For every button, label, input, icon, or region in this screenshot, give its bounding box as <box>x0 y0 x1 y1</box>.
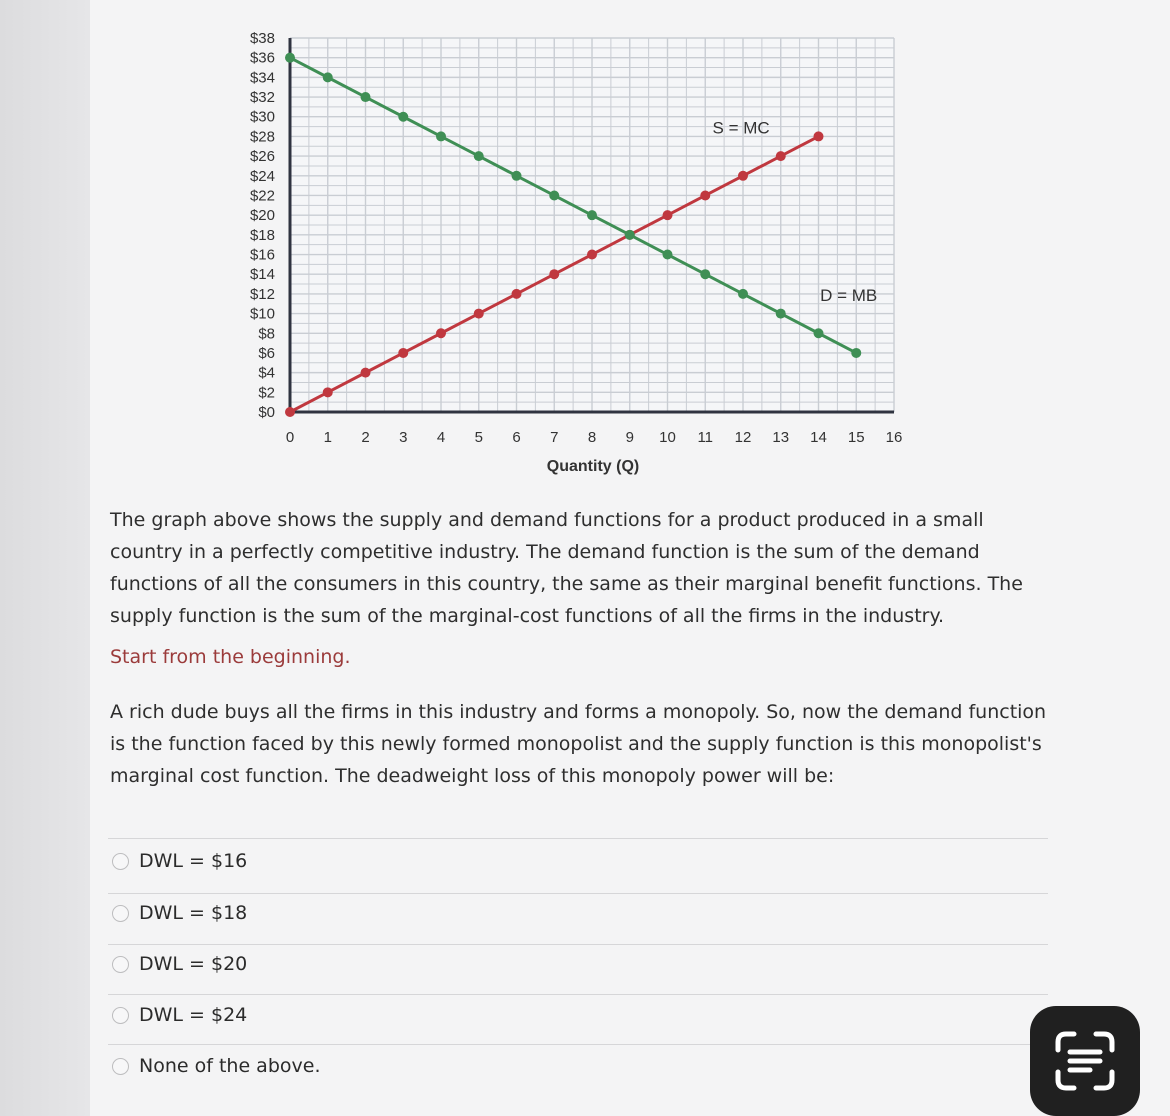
option-label: DWL = $16 <box>139 850 248 872</box>
divider <box>108 1044 1048 1045</box>
radio-button[interactable] <box>112 956 129 973</box>
data-point <box>663 250 673 260</box>
x-axis-label: Quantity (Q) <box>546 458 640 475</box>
data-point <box>625 230 635 240</box>
divider <box>108 893 1048 894</box>
radio-button[interactable] <box>112 1058 129 1075</box>
x-tick-label: 9 <box>625 429 634 446</box>
data-point <box>776 309 786 319</box>
x-tick-label: 2 <box>361 429 370 446</box>
data-point <box>587 210 597 220</box>
question-paragraph-1: The graph above shows the supply and demand functions for a product produced in a small country in a perfectly competitive industry. The demand function is the sum of the demand functions of all the consumers in this country, the same as their marginal benefit functions. The supply function is the sum of the marginal-cost functions of all the firms in the industry. <box>110 509 1023 627</box>
divider <box>108 838 1048 839</box>
data-point <box>323 72 333 82</box>
y-tick-label: $24 <box>249 167 275 185</box>
y-tick-label: $22 <box>249 187 275 205</box>
y-tick-label: $38 <box>249 30 275 47</box>
data-point <box>474 309 484 319</box>
divider <box>108 944 1048 945</box>
data-point <box>398 112 408 122</box>
option-label: DWL = $24 <box>139 1004 248 1026</box>
data-point <box>474 151 484 161</box>
y-tick-label: $26 <box>249 148 275 166</box>
y-tick-label: $32 <box>249 89 275 107</box>
y-tick-label: $2 <box>258 384 275 402</box>
option-dwl-24[interactable] <box>112 1004 247 1026</box>
x-tick-label: 0 <box>285 429 295 446</box>
radio-button[interactable] <box>112 905 129 922</box>
y-tick-label: $14 <box>249 266 275 284</box>
data-point <box>361 368 371 378</box>
data-point <box>436 328 446 338</box>
x-tick-label: 4 <box>436 429 446 446</box>
start-from-beginning-text: Start from the beginning. <box>110 646 351 668</box>
data-point <box>814 328 824 338</box>
x-tick-label: 14 <box>810 429 827 446</box>
data-point <box>738 289 748 299</box>
y-tick-label: $28 <box>249 128 275 146</box>
option-label: None of the above. <box>139 1055 321 1077</box>
y-tick-label: $30 <box>249 108 275 126</box>
option-dwl-20[interactable] <box>112 953 247 975</box>
text-scan-button[interactable] <box>1030 1006 1140 1116</box>
y-tick-label: $10 <box>249 305 275 323</box>
data-point <box>398 348 408 358</box>
y-tick-label: $36 <box>249 49 275 67</box>
data-point <box>814 131 824 141</box>
y-tick-label: $0 <box>258 404 275 421</box>
x-axis-ticks <box>286 429 903 446</box>
question-paragraph-2: A rich dude buys all the firms in this industry and forms a monopoly. So, now the demand function is the function faced by this newly formed monopolist and the supply function is this monopolist's marginal cost function. The deadweight loss of this monopoly power will be: <box>110 701 1047 787</box>
data-point <box>285 53 295 63</box>
data-point <box>436 131 446 141</box>
data-point <box>549 190 559 200</box>
option-none-of-the-above[interactable] <box>112 1055 320 1077</box>
y-tick-label: $8 <box>258 325 275 343</box>
option-dwl-16[interactable] <box>112 850 247 872</box>
data-point <box>285 407 295 417</box>
text-scan-icon <box>1052 1028 1118 1094</box>
chart-grid <box>290 38 894 412</box>
x-tick-label: 11 <box>697 429 714 446</box>
y-tick-label: $16 <box>249 246 275 264</box>
supply-demand-chart <box>0 0 1170 490</box>
data-point <box>512 171 522 181</box>
data-point <box>549 269 559 279</box>
data-point <box>512 289 522 299</box>
x-tick-label: 16 <box>885 429 903 446</box>
option-label: DWL = $20 <box>139 953 248 975</box>
data-point <box>361 92 371 102</box>
data-point <box>776 151 786 161</box>
x-tick-label: 6 <box>512 429 521 446</box>
data-point <box>323 387 333 397</box>
y-tick-label: $12 <box>249 285 275 303</box>
divider <box>108 994 1048 995</box>
y-axis-ticks <box>250 30 275 421</box>
x-tick-label: 5 <box>474 429 483 446</box>
x-tick-label: 13 <box>772 429 790 446</box>
data-point <box>587 250 597 260</box>
series-label: S = MC <box>712 118 770 138</box>
x-tick-label: 15 <box>847 429 865 446</box>
y-tick-label: $18 <box>249 226 275 244</box>
series-label: D = MB <box>820 285 878 305</box>
x-tick-label: 3 <box>399 429 408 446</box>
data-point <box>700 269 710 279</box>
data-point <box>700 190 710 200</box>
radio-button[interactable] <box>112 853 129 870</box>
y-tick-label: $6 <box>258 344 275 362</box>
x-tick-label: 1 <box>323 429 332 446</box>
data-point <box>738 171 748 181</box>
option-label: DWL = $18 <box>139 902 248 924</box>
data-point <box>851 348 861 358</box>
radio-button[interactable] <box>112 1007 129 1024</box>
y-tick-label: $20 <box>249 207 275 225</box>
y-tick-label: $34 <box>249 69 275 87</box>
x-tick-label: 7 <box>550 429 559 446</box>
x-tick-label: 10 <box>659 429 676 446</box>
x-tick-label: 12 <box>734 429 752 446</box>
x-tick-label: 8 <box>587 429 597 446</box>
data-point <box>663 210 673 220</box>
y-tick-label: $4 <box>258 364 275 382</box>
option-dwl-18[interactable] <box>112 902 247 924</box>
